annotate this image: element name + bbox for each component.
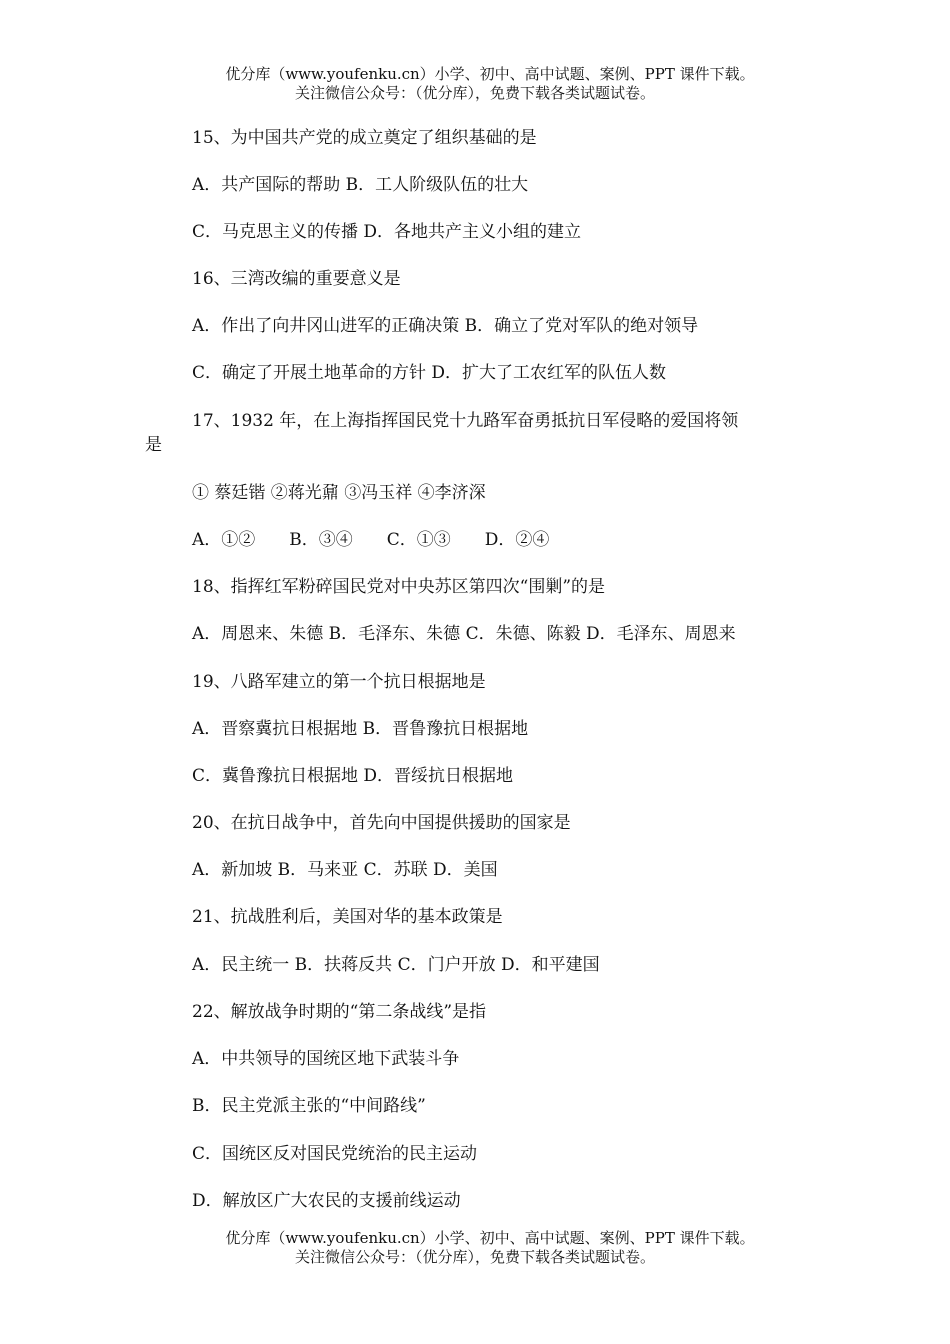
q17-items: ① 蔡廷锴 ②蒋光鼐 ③冯玉祥 ④李济深 [192,483,486,503]
header-line-2: 关注微信公众号：（优分库），免费下载各类试题试卷。 [294,84,655,102]
q16-options-1: A．作出了向井冈山进军的正确决策 B．确立了党对军队的绝对领导 [192,316,699,336]
q19-options-2: C．冀鲁豫抗日根据地 D．晋绥抗日根据地 [192,766,514,786]
q18-stem: 18、指挥红军粉碎国民党对中央苏区第四次“围剿”的是 [192,577,606,597]
q21-options: A．民主统一 B．扶蒋反共 C．门户开放 D．和平建国 [192,955,600,975]
q22-option-a: A．中共领导的国统区地下武装斗争 [192,1049,460,1069]
q17-options: A．①② B．③④ C．①③ D．②④ [192,530,550,550]
header-line-1: 优分库（www.youfenku.cn）小学、初中、高中试题、案例、PPT 课件下载。 [225,65,755,83]
footer-line-2: 关注微信公众号：（优分库），免费下载各类试题试卷。 [294,1248,655,1266]
page-header [0,65,950,103]
q19-stem: 19、八路军建立的第一个抗日根据地是 [192,672,486,692]
q20-options: A．新加坡 B．马来亚 C．苏联 D．美国 [192,860,498,880]
q22-option-d: D．解放区广大农民的支援前线运动 [192,1191,461,1211]
q16-options-2: C．确定了开展土地革命的方针 D．扩大了工农红军的队伍人数 [192,363,667,383]
q18-options: A．周恩来、朱德 B．毛泽东、朱德 C．朱德、陈毅 D．毛泽东、周恩来 [192,624,736,644]
q22-option-b: B．民主党派主张的“中间路线” [192,1096,426,1116]
q21-stem: 21、抗战胜利后，美国对华的基本政策是 [192,907,503,927]
q16-stem: 16、三湾改编的重要意义是 [192,269,401,289]
q17-stem: 17、1932 年，在上海指挥国民党十九路军奋勇抵抗日军侵略的爱国将领 [192,411,739,431]
q19-options-1: A．晋察冀抗日根据地 B．晋鲁豫抗日根据地 [192,719,529,739]
q15-options-1: A．共产国际的帮助 B．工人阶级队伍的壮大 [192,175,529,195]
q22-option-c: C．国统区反对国民党统治的民主运动 [192,1144,478,1164]
footer-line-1: 优分库（www.youfenku.cn）小学、初中、高中试题、案例、PPT 课件下载。 [225,1229,755,1247]
q17-stem-continued: 是 [145,435,162,455]
q15-stem: 15、为中国共产党的成立奠定了组织基础的是 [192,128,537,148]
page-footer [0,1229,950,1267]
q15-options-2: C．马克思主义的传播 D．各地共产主义小组的建立 [192,222,582,242]
q20-stem: 20、在抗日战争中，首先向中国提供援助的国家是 [192,813,571,833]
q22-stem: 22、解放战争时期的“第二条战线”是指 [192,1002,487,1022]
